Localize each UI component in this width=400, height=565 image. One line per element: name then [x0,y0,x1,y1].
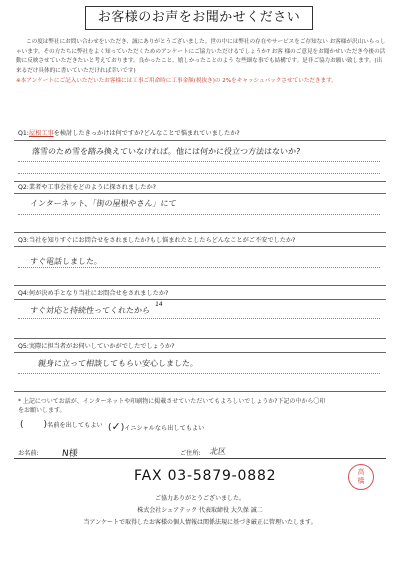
question-4-label: Q4:何が決め手となり当社にお問合せをされましたか? [18,290,169,297]
intro-paragraph: この度は弊社にお問い合わせをいただき、誠にありがとうございました。世の中には弊社の存在やサービスをご存知ない お客様が沢山いらっしゃいます。その方たちに弊社をよく知っていただくためのアンケートにご協力いただけるでしょうか? お客 様のご意見をお聞かせいただき今後の活動に反映させていただきたいと考えております。良かったこと、嬉しかったことのよう な些細な事でも結構です。是非ご協力お願い致します。(出来るだけ具体的に書いていただければ幸いです) [16,39,386,74]
question-1-answer: 落雪のため雪を踏み換えていなければ。他には何かに役立つ方法はないか? [31,147,301,156]
question-1-label: Q1:屋根工事を検討したきっかけは何ですか?どんなことで悩まれていましたか? [18,130,240,137]
permission-text: * 上記についてお話が、インターネットや印刷物に掲載させていただいてもよろしいでしょうか?下記の中から〇印 をお願いします。 [18,398,326,414]
question-5-label: Q5:実際に担当者がお伺いしていかがでしたでしょうか? [18,343,175,350]
page-title: お客様のお声をお聞かせください [85,6,313,30]
company-text: 株式会社シェアテック 代表取締役 大久保 誠二 [137,507,263,514]
intro-text [16,38,386,87]
question-1-highlight: 屋根工事 [28,130,54,137]
answer-line [18,267,380,268]
permission-option-name[interactable]: ( )名前を出してもよい [20,420,103,430]
answer-line [18,318,380,319]
address-label: ご住所: [180,450,201,457]
answer-line [18,161,380,162]
question-4-mark: 14 [154,301,164,308]
permission-option-initial[interactable]: (✓)イニシャルなら出してもよい [108,420,205,433]
question-3-label: Q3:当社を知りすぐにお問合せをされましたか?もし悩まれたとしたらどんなことがご不安でしたか? [18,237,296,244]
address-value: 北区 [209,447,227,456]
privacy-text: 当アンケートで取得したお客様の個人情報は関係法規に基づき厳正に管理いたします。 [83,519,317,526]
name-value: N様 [61,449,79,459]
answer-line [18,214,380,215]
question-2-label: Q2:業者や工事会社をどのように探されましたか? [18,184,156,191]
check-mark-icon: ✓ [111,420,121,433]
thanks-text: ご協力ありがとうございました。 [154,495,245,502]
cashback-note: ※本アンケートにご記入いただいたお客様には工事ご用命時に工事金額(税抜き)の 2%をキャッシュバックさせていただきます。 [16,78,337,85]
fax-number: FAX 03-5879-0882 [134,468,277,484]
name-label: お名前: [18,450,39,457]
question-2-answer: インターネット、「街の屋根やさん」にて [29,199,178,208]
answer-line [18,173,380,174]
question-5-answer: 親身に立って相談してもらい安心しました。 [37,359,199,368]
seal-stamp: 高 橋 [348,464,374,490]
question-3-answer: すぐ電話しました。 [29,257,103,266]
answer-line [18,373,380,374]
question-4-answer: すぐ対応と持続性ってくれたから [29,306,151,315]
